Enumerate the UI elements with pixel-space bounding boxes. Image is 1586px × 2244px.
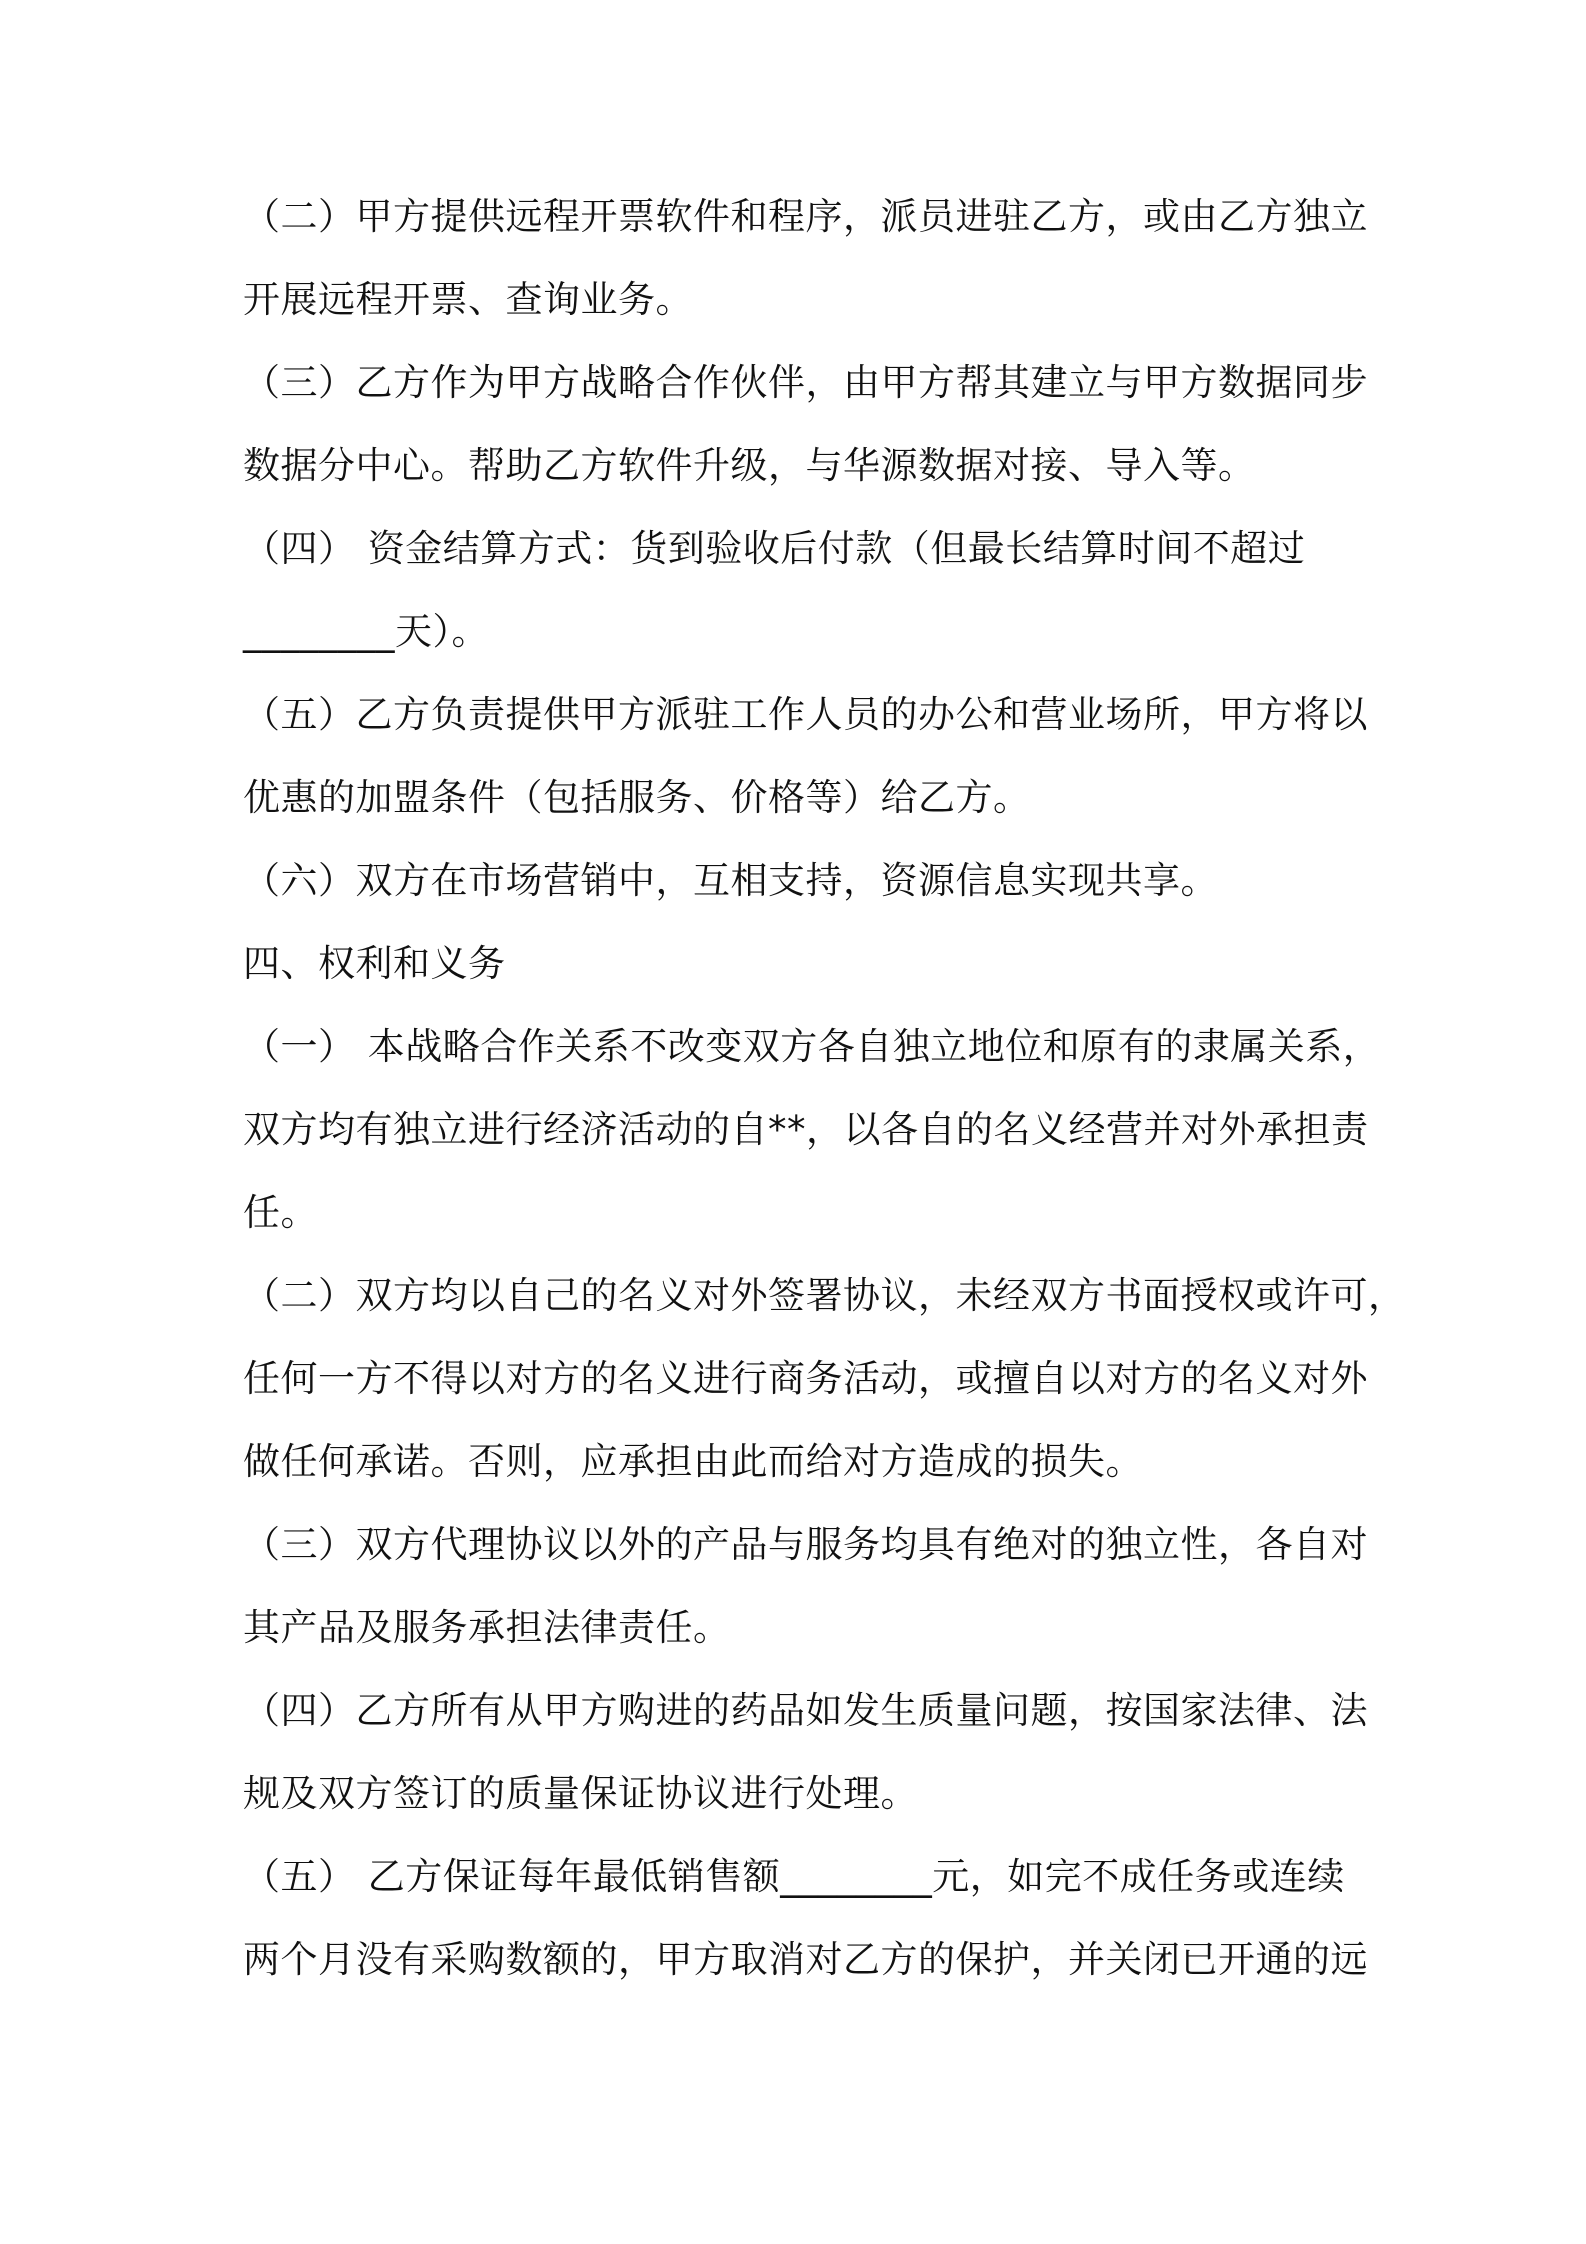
- text-line: （五）乙方负责提供甲方派驻工作人员的办公和营业场所，甲方将以: [243, 693, 1368, 736]
- text-line: （五） 乙方保证每年最低销售额________元，如完不成任务或连续: [243, 1855, 1345, 1898]
- text-line: （三）双方代理协议以外的产品与服务均具有绝对的独立性，各自对: [243, 1523, 1368, 1566]
- section-heading: 四、权利和义务: [243, 942, 506, 985]
- text-line: 任何一方不得以对方的名义进行商务活动，或擅自以对方的名义对外: [243, 1357, 1368, 1400]
- text-line: （三）乙方作为甲方战略合作伙伴，由甲方帮其建立与甲方数据同步: [243, 361, 1368, 404]
- text-line: （二）双方均以自己的名义对外签署协议，未经双方书面授权或许可，: [243, 1274, 1406, 1317]
- text-line: 其产品及服务承担法律责任。: [243, 1606, 731, 1649]
- text-line: （四） 资金结算方式：货到验收后付款（但最长结算时间不超过: [243, 527, 1306, 570]
- text-line: 规及双方签订的质量保证协议进行处理。: [243, 1772, 918, 1815]
- text-line: 数据分中心。帮助乙方软件升级，与华源数据对接、导入等。: [243, 444, 1256, 487]
- document-body: [243, 195, 1406, 1981]
- text-line: （二）甲方提供远程开票软件和程序，派员进驻乙方，或由乙方独立: [243, 195, 1368, 238]
- text-line: （一） 本战略合作关系不改变双方各自独立地位和原有的隶属关系，: [243, 1025, 1381, 1068]
- text-line: 两个月没有采购数额的，甲方取消对乙方的保护，并关闭已开通的远: [243, 1938, 1368, 1981]
- text-line: （四）乙方所有从甲方购进的药品如发生质量问题，按国家法律、法: [243, 1689, 1368, 1732]
- text-line: 做任何承诺。否则，应承担由此而给对方造成的损失。: [243, 1440, 1143, 1483]
- text-line: 任。: [243, 1191, 318, 1234]
- text-line: 双方均有独立进行经济活动的自**，以各自的名义经营并对外承担责: [243, 1108, 1369, 1151]
- text-line: ________天）。: [243, 610, 489, 653]
- text-line: 开展远程开票、查询业务。: [243, 278, 693, 321]
- text-line: 优惠的加盟条件（包括服务、价格等）给乙方。: [243, 776, 1031, 819]
- text-line: （六）双方在市场营销中，互相支持，资源信息实现共享。: [243, 859, 1218, 902]
